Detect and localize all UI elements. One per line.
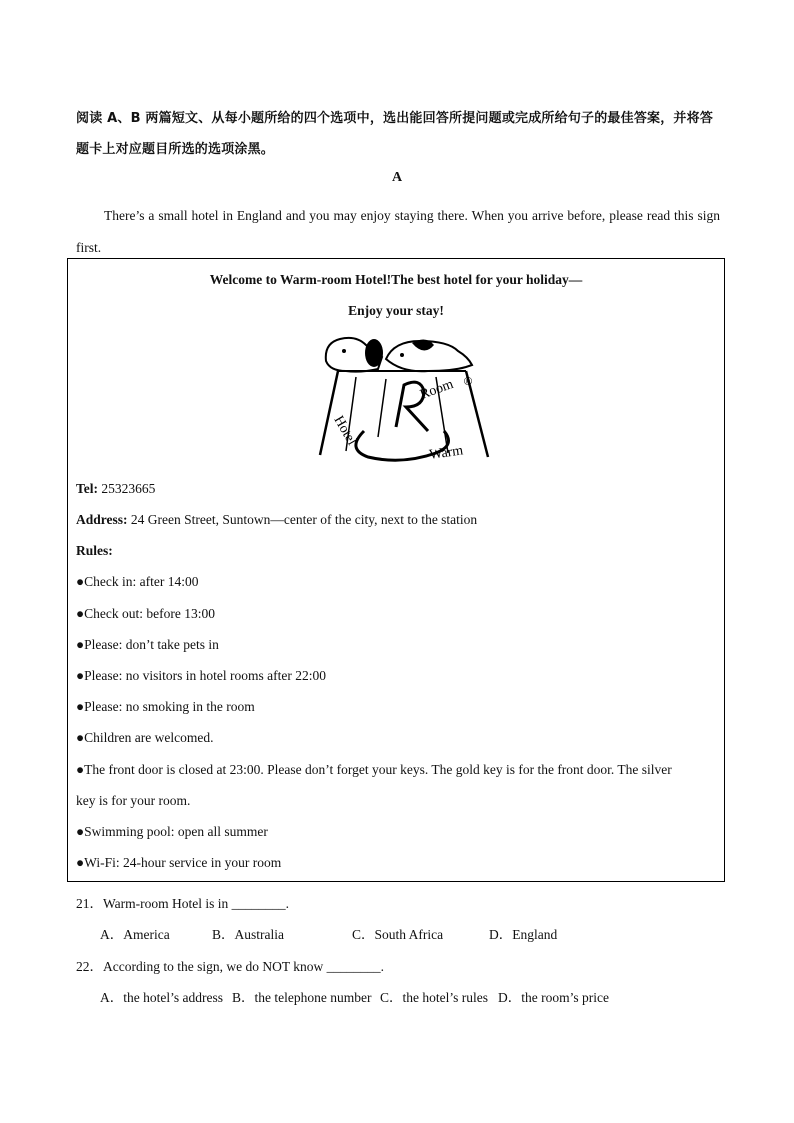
rule-item: ●Children are welcomed.	[76, 730, 214, 745]
tel-value: 25323665	[98, 481, 156, 496]
rule-item: ●The front door is closed at 23:00. Please don’t forget your keys. The gold key is for the front door. The silver	[76, 762, 672, 777]
question-21-option-b[interactable]: B．Australia	[212, 927, 284, 942]
question-21-stem: 21．Warm-room Hotel is in ________.	[76, 896, 290, 911]
registered-mark: ®	[464, 376, 473, 388]
section-label: A	[391, 170, 403, 185]
sign-welcome: Welcome to Warm-room Hotel!The best hotel for your holiday—	[209, 272, 583, 287]
address-line	[76, 512, 477, 528]
intro-paragraph: There’s a small hotel in England and you may enjoy staying there. When you arrive before, please read this sign first.	[76, 208, 720, 255]
rule-item-continued: key is for your room.	[76, 793, 191, 808]
rule-item: ●Please: no smoking in the room	[76, 699, 255, 714]
question-22-option-c[interactable]: C．the hotel’s rules	[380, 990, 488, 1005]
question-21-option-d[interactable]: D．England	[489, 927, 558, 942]
address-value: 24 Green Street, Suntown—center of the city, next to the station	[127, 512, 478, 527]
question-21-option-c[interactable]: C．South Africa	[352, 927, 444, 942]
rules-label: Rules:	[76, 543, 113, 558]
rule-item: ●Please: no visitors in hotel rooms after 22:00	[76, 668, 326, 683]
hotel-sign	[67, 258, 725, 882]
tel-label: Tel:	[76, 481, 99, 496]
logo-text-room: Room	[418, 376, 456, 403]
question-22-option-b[interactable]: B．the telephone number	[232, 990, 372, 1005]
question-21-option-a[interactable]: A．America	[100, 927, 170, 942]
question-22-stem: 22．According to the sign, we do NOT know ________.	[76, 959, 384, 974]
rule-item: ●Swimming pool: open all summer	[76, 824, 268, 839]
logo-text-warm: Warm	[428, 443, 465, 463]
rule-item: ●Check out: before 13:00	[76, 606, 215, 621]
instructions: 阅读 A、B 两篇短文、从每小题所给的四个选项中，选出能回答所提问题或完成所给句子的最佳答案，并将答题卡上对应题目所选的选项涂黑。	[76, 111, 714, 157]
sign-enjoy: Enjoy your stay!	[348, 303, 444, 318]
logo-text-hotel: Hotel	[330, 413, 360, 448]
rule-item: ●Please: don’t take pets in	[76, 637, 219, 652]
rule-item: ●Check in: after 14:00	[76, 574, 199, 589]
question-22-option-d[interactable]: D．the room’s price	[498, 990, 609, 1005]
dog-eye-1	[342, 349, 346, 353]
hotel-logo	[316, 327, 492, 467]
tel-line	[76, 481, 155, 497]
dog-left-ear	[365, 339, 383, 367]
rule-item: ●Wi-Fi: 24-hour service in your room	[76, 855, 282, 870]
table-left-edge	[320, 371, 338, 455]
dog-eye-2	[400, 353, 404, 357]
address-label: Address:	[76, 512, 128, 527]
question-22-option-a[interactable]: A．the hotel’s address	[100, 990, 223, 1005]
